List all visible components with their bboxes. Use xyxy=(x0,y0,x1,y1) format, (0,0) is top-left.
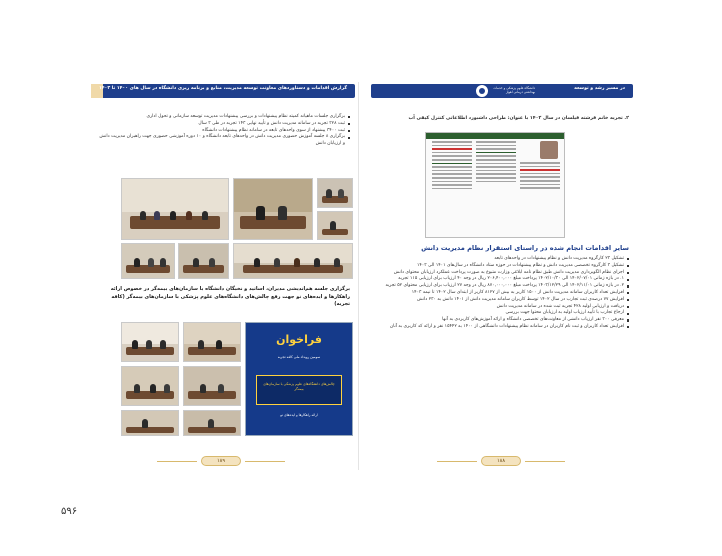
right-page-bullets xyxy=(375,256,629,331)
document-thumbnail xyxy=(425,132,565,238)
meeting-photo xyxy=(233,178,313,240)
page-number-ornament xyxy=(525,461,565,462)
right-page xyxy=(365,82,637,470)
right-page-header-text: در مسیر رشد و توسعه xyxy=(574,86,625,91)
meeting-photo xyxy=(317,178,353,208)
right-page-number: ۱۸۸ xyxy=(481,456,521,466)
poster-line: سومین رویداد ملی کافه تجربه xyxy=(277,355,321,359)
meeting-photo xyxy=(121,322,179,362)
footer-page-number: ۵۹۶ xyxy=(61,506,78,517)
list-item: تشکیل ۲۳ کارگروه مدیریت دانش و نظام پیشنهادات در واحدهای تابعه xyxy=(375,256,629,262)
meeting-photo xyxy=(121,178,229,240)
page-number-ornament xyxy=(245,461,285,462)
list-item: دریافت و ارزیابی اولیه ۴۲۸ تجربه ثبت شده در سامانه مدیریت دانش xyxy=(375,304,629,310)
left-page-bullets xyxy=(96,114,350,147)
meeting-photo xyxy=(183,366,241,406)
list-item: تشکیل ۳ کارگروه تخصصی مدیریت دانش و نظام پیشنهادات در حوزه ستاد دانشگاه در سال‌های ۱۴۰۱ الی ۱۴۰۳ xyxy=(375,263,629,269)
meeting-caption: برگزاری جلسه هم‌اندیشی مدیران، اساتید و نخبگان دانشگاه با سازمان‌های بیمه‌گر در خصوص ارائه راهکارها و ایده‌های نو جهت رفع چالش‌های دانشگاه‌های علوم پزشکی با سازمان‌های بیمه‌گر (کافه تجربه) xyxy=(110,286,350,308)
meeting-photo xyxy=(178,243,229,279)
experience-intro: ۲. تجربه خانم فرشته فیلسان در سال ۱۴۰۲ با عنوان: طراحی داشبورد اطلاعاتی کنترل کیفی آب xyxy=(408,116,629,121)
page-number-ornament xyxy=(157,461,197,462)
right-page-header-banner xyxy=(371,84,633,98)
book-spread xyxy=(87,82,637,470)
page-number-ornament xyxy=(437,461,477,462)
meeting-photo xyxy=(317,211,353,240)
poster-line: چالش‌های دانشگاه‌های علوم پزشکی با سازمان‌های بیمه‌گر xyxy=(263,382,335,391)
list-item: ارجاع تجارب با تأیید ارزیاب اولیه به ارزیابان محتوا جهت بررسی xyxy=(375,310,629,316)
meeting-photo xyxy=(233,243,353,279)
list-item: ۱. در بازه زمانی ۱۴۰۲/۰۷/۰۱ الی ۱۴۰۲/۱۰/۳۰ پرداخت مبلغ ۲۰۶,۴۰۰,۰۰۰ ریال در وجه ۴۰ ارزیاب برای ارزیابی ۱۱۵ تجربه xyxy=(375,276,629,282)
university-logo xyxy=(475,84,489,98)
poster-line: ارائه راهکارها و ایده‌های نو xyxy=(280,413,318,417)
list-item: اجرای نظام الگوبرداری مدیریت دانش طبق نظام نامه ابلاغی وزارت متبوع به صورت پرداخت عملکرد ارزیابان محتوای دانش xyxy=(375,270,629,276)
left-page-header-banner xyxy=(93,84,355,98)
list-item: برگزاری جلسات ماهیانه کمیته نظام پیشنهادات و بررسی پیشنهادات مدیریت توسعه سازمانی و تحول اداری xyxy=(96,114,350,120)
list-item: معرفی ۳۰۰ نفر ارزیاب دانشی از معاونت‌های تخصصی دانشگاه و ارائه آموزش‌های کاربردی به آنها xyxy=(375,317,629,323)
poster-title: فراخوان xyxy=(276,333,322,346)
left-page xyxy=(87,82,359,470)
section-heading: سایر اقدامات انجام شده در راستای استقرار نظام مدیریت دانش xyxy=(421,244,629,252)
meeting-photo xyxy=(183,410,241,436)
left-page-number: ۱۸۹ xyxy=(201,456,241,466)
meeting-photo xyxy=(121,243,175,279)
meeting-photo xyxy=(121,366,179,406)
meeting-photo xyxy=(121,410,179,436)
left-page-header-text: گزارش اقدامات و دستاوردهای معاونت توسعه مدیریت، منابع و برنامه ریزی دانشگاه در سال های ۱۴۰۰ تا ۱۴۰۳ xyxy=(98,86,347,91)
list-item: ۲. در بازه زمانی ۱۴۰۲/۱۱/۰۱ الی ۱۴۰۳/۱۲/۲۹ پرداخت مبلغ ۸۷۰,۰۰۰,۰۰۰ ریال در وجه ۲۷ ارزیاب برای ارزیابی محتوای ۵۲ تجربه xyxy=(375,283,629,289)
list-item: افزایش تعداد کاربران سامانه مدیریت دانش از ۱۵۰۰ کاربر به بیش از ۸۱۲۷ کاربر از ابتدای سال ۱۴۰۲ تا نیمه ۱۴۰۳ xyxy=(375,290,629,296)
list-item: افزایش ۷۷ درصدی ثبت تجارب در سال ۱۴۰۲ توسط کاربران سامانه مدیریت دانش از ۱۴۰۱ دانش به ۲۳۰ دانش xyxy=(375,297,629,303)
list-item: افزایش تعداد کاربران و ثبت نام کاربران در سامانه نظام پیشنهادات دانشگاهی از ۱۴۰۰ به ۱۵۴۴۲ نفر و ارائه کد کاربری به آنان xyxy=(375,324,629,330)
university-logo-text: دانشگاه علوم پزشکی و خدمات بهداشتی درمانی اهواز xyxy=(493,86,535,94)
meeting-photo xyxy=(183,322,241,362)
list-item: ثبت ۳۴۰۰ پیشنهاد از سوی واحدهای تابعه در سامانه نظام پیشنهادات دانشگاه xyxy=(96,128,350,134)
call-poster xyxy=(245,322,353,436)
poster-band xyxy=(256,375,342,405)
list-item: ثبت ۳۲۸ تجربه در سامانه مدیریت دانش و تأیید نهایی ۱۴۳ تجربه در طی ۳ سال xyxy=(96,121,350,127)
list-item: برگزاری ۸ جلسه آموزش حضوری مدیریت دانش در واحدهای تابعه دانشگاه و ۱۰ دوره آموزشی حضوری جهت راهبران مدیریت دانش و ارزیابان دانش xyxy=(96,134,350,146)
